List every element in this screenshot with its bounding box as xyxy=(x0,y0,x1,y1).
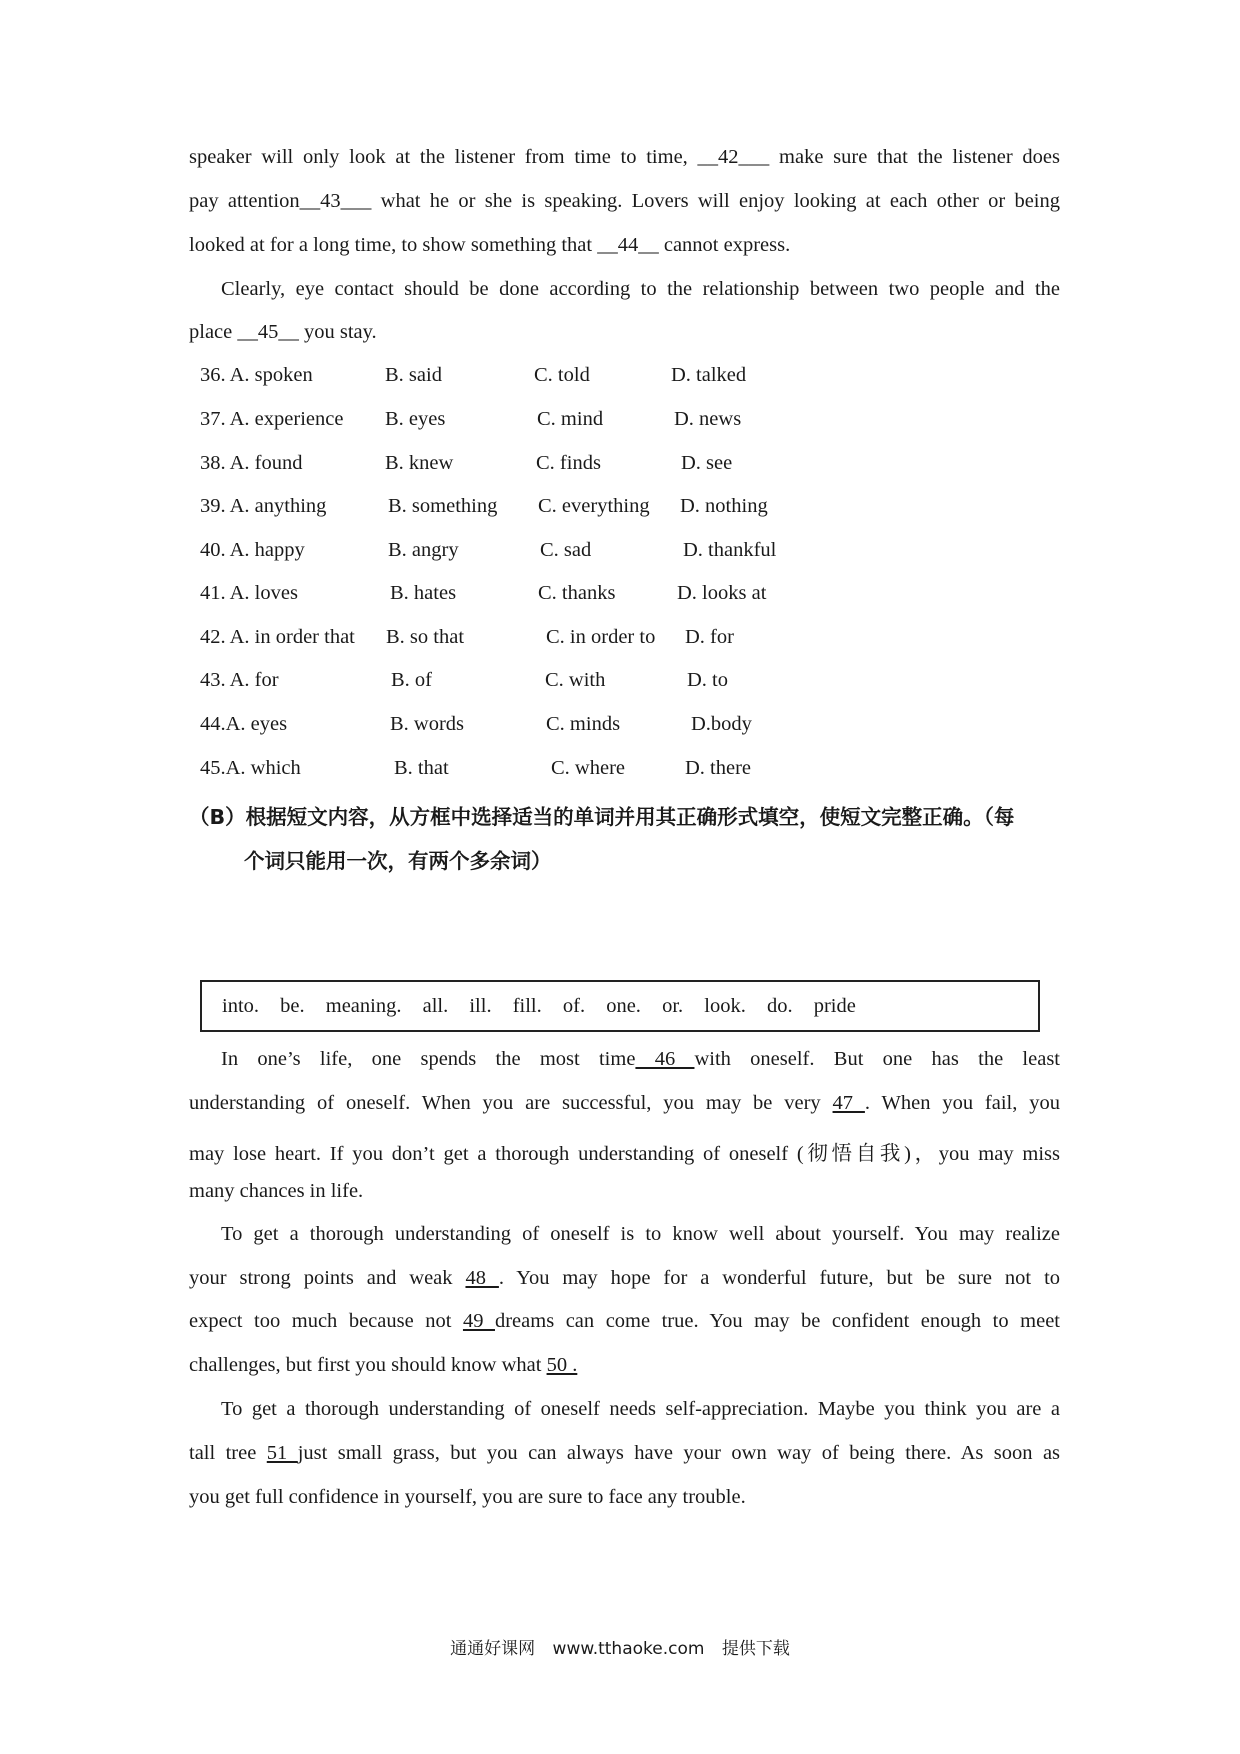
passage-line: may lose heart. If you don’t get a thorough understanding of oneself (彻悟自我)，you may miss xyxy=(189,1143,1060,1165)
word-bank-item: pride xyxy=(813,995,856,1017)
word-bank-item: of. xyxy=(562,995,586,1017)
answer-blank-48: 48 xyxy=(465,1267,499,1289)
option-a: 40. A. happy xyxy=(200,539,305,561)
word-bank-item: do. xyxy=(766,995,793,1017)
passage-line xyxy=(189,1267,1060,1290)
passage-line xyxy=(189,1310,1060,1333)
option-a: 45.A. which xyxy=(200,757,301,779)
text-run: your strong points and weak xyxy=(189,1267,466,1289)
passage-line xyxy=(189,1442,1060,1465)
passage-line xyxy=(189,1092,1060,1115)
option-a: 38. A. found xyxy=(200,452,303,474)
footer-site-name: 通通好课网 xyxy=(450,1639,536,1659)
option-c: C. where xyxy=(551,757,626,779)
option-c: C. finds xyxy=(536,452,601,474)
text-run: dreams can come true. You may be confident enough to meet xyxy=(494,1310,1060,1332)
text-run: understanding of oneself. When you are successful, you may be very xyxy=(189,1092,833,1114)
passage-line xyxy=(189,1354,577,1377)
text-run: just small grass, but you can always have your own way of being there. As soon as xyxy=(297,1442,1061,1464)
option-c: C. with xyxy=(545,669,606,691)
passage-line: many chances in life. xyxy=(189,1180,364,1202)
passage-line: place __45__ you stay. xyxy=(189,321,377,343)
text-run: . You may hope for a wonderful future, but be sure not to xyxy=(498,1267,1061,1289)
passage-line: speaker will only look at the listener from time to time, __42___ make sure that the listener does xyxy=(189,146,1060,168)
answer-blank-47: 47 xyxy=(832,1092,865,1114)
option-c: C. minds xyxy=(546,713,621,735)
answer-blank-50: 50 . xyxy=(546,1354,578,1376)
answer-blank-46: 46 xyxy=(635,1048,695,1070)
option-d: D. thankful xyxy=(683,539,777,561)
page-footer xyxy=(0,1634,1240,1659)
word-bank-box xyxy=(200,980,1040,1032)
text-run: . When you fail, you xyxy=(864,1092,1060,1114)
option-d: D. news xyxy=(674,408,742,430)
text-run: challenges, but first you should know what xyxy=(189,1354,547,1376)
option-d: D. looks at xyxy=(677,582,767,604)
option-a: 37. A. experience xyxy=(200,408,344,430)
text-run: expect too much because not xyxy=(189,1310,463,1332)
option-c: C. everything xyxy=(538,495,650,517)
section-b-instruction: （B）根据短文内容，从方框中选择适当的单词并用其正确形式填空，使短文完整正确。（每 xyxy=(189,805,1015,829)
option-c: C. mind xyxy=(537,408,604,430)
word-bank-item: look. xyxy=(704,995,746,1017)
passage-line: pay attention__43___ what he or she is speaking. Lovers will enjoy looking at each other or being xyxy=(189,190,1060,212)
word-bank-item: fill. xyxy=(512,995,542,1017)
option-b: B. something xyxy=(388,495,498,517)
option-c: C. in order to xyxy=(546,626,656,648)
word-bank-item: ill. xyxy=(469,995,492,1017)
option-b: B. that xyxy=(394,757,449,779)
passage-line: To get a thorough understanding of oneself needs self-appreciation. Maybe you think you are a xyxy=(221,1398,1060,1420)
option-b: B. words xyxy=(390,713,465,735)
option-a: 43. A. for xyxy=(200,669,279,691)
option-a: 44.A. eyes xyxy=(200,713,288,735)
word-bank-item: all. xyxy=(422,995,449,1017)
text-run: In one’s life, one spends the most time xyxy=(221,1048,636,1070)
section-b-instruction: 个词只能用一次，有两个多余词） xyxy=(244,849,552,873)
option-a: 41. A. loves xyxy=(200,582,298,604)
option-c: C. thanks xyxy=(538,582,616,604)
option-b: B. hates xyxy=(390,582,457,604)
option-b: B. angry xyxy=(388,539,459,561)
text-run: tall tree xyxy=(189,1442,267,1464)
option-d: D. there xyxy=(685,757,752,779)
word-bank-item: or. xyxy=(662,995,684,1017)
option-d: D. to xyxy=(687,669,728,691)
option-d: D.body xyxy=(691,713,752,735)
passage-line: looked at for a long time, to show something that __44__ cannot express. xyxy=(189,234,791,256)
passage-line: To get a thorough understanding of oneself is to know well about yourself. You may realize xyxy=(221,1223,1060,1245)
option-a: 36. A. spoken xyxy=(200,364,313,386)
option-a: 42. A. in order that xyxy=(200,626,355,648)
footer-suffix: 提供下载 xyxy=(721,1639,790,1659)
footer-url[interactable]: www.tthaoke.com xyxy=(552,1639,705,1659)
word-bank-item: into. xyxy=(222,995,260,1017)
option-b: B. eyes xyxy=(385,408,446,430)
option-b: B. so that xyxy=(386,626,465,648)
option-c: C. sad xyxy=(540,539,592,561)
option-d: D. see xyxy=(681,452,733,474)
word-bank-item: meaning. xyxy=(325,995,402,1017)
passage-line xyxy=(221,1048,1060,1071)
option-d: D. talked xyxy=(671,364,747,386)
passage-line: Clearly, eye contact should be done according to the relationship between two people and the xyxy=(221,278,1060,300)
option-d: D. nothing xyxy=(680,495,768,517)
option-b: B. said xyxy=(385,364,442,386)
answer-blank-51: 51 xyxy=(266,1442,298,1464)
word-bank-item: be. xyxy=(280,995,305,1017)
option-a: 39. A. anything xyxy=(200,495,327,517)
passage-line: you get full confidence in yourself, you are sure to face any trouble. xyxy=(189,1486,746,1508)
option-c: C. told xyxy=(534,364,590,386)
word-bank-item: one. xyxy=(606,995,641,1017)
option-b: B. of xyxy=(391,669,432,691)
option-d: D. for xyxy=(685,626,734,648)
answer-blank-49: 49 xyxy=(462,1310,495,1332)
option-b: B. knew xyxy=(385,452,454,474)
text-run: with oneself. But one has the least xyxy=(694,1048,1060,1070)
